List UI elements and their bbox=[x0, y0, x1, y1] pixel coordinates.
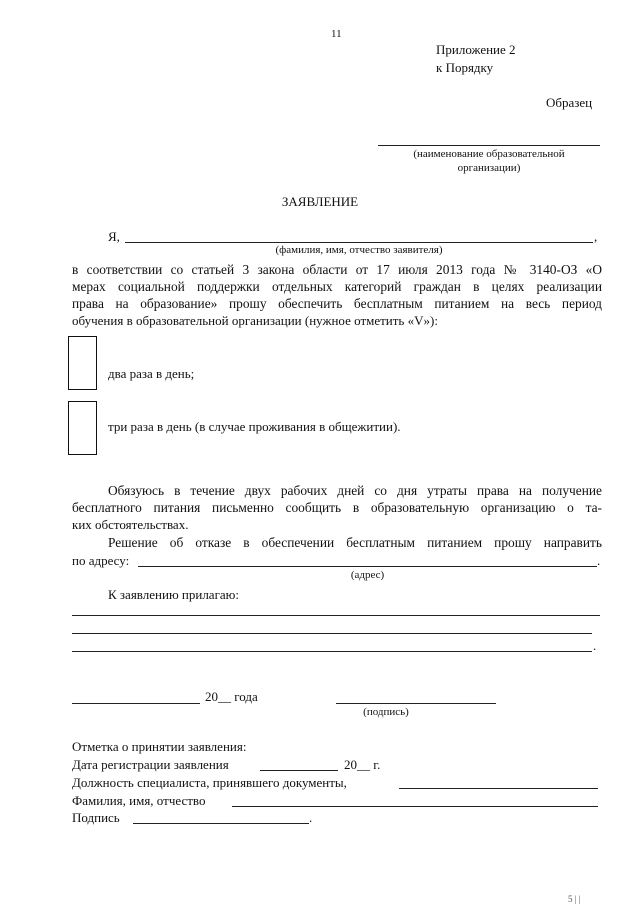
option-label-twice: два раза в день; bbox=[108, 366, 195, 381]
attachments-line-2 bbox=[72, 633, 592, 634]
attachments-end: . bbox=[593, 638, 597, 653]
appendix-label: Приложение 2 bbox=[436, 42, 516, 57]
attachments-line-3 bbox=[72, 651, 592, 652]
page-number: 11 bbox=[331, 28, 342, 40]
applicant-caption: (фамилия, имя, отчество заявителя) bbox=[275, 244, 443, 256]
receipt-title: Отметка о принятии заявления: bbox=[72, 739, 247, 754]
org-name-caption-2: организации) bbox=[457, 162, 521, 174]
signature-line bbox=[336, 703, 496, 704]
body-line-2: мерах социальной поддержки отдельных категорий граждан в целях реализации bbox=[72, 279, 602, 294]
body-line-1: в соответствии со статьей 3 закона области от 17 июля 2013 года № 3140-ОЗ «О bbox=[72, 262, 602, 277]
refusal-line-1: Решение об отказе в обеспечении бесплатным питанием прошу направить bbox=[108, 535, 602, 550]
name-label: Фамилия, имя, отчество bbox=[72, 793, 206, 808]
option-checkbox-twice[interactable] bbox=[68, 336, 97, 390]
body-line-4: обучения в образовательной организации (нужное отметить «V»): bbox=[72, 313, 438, 328]
date-year: 20__ года bbox=[205, 689, 258, 704]
receipt-signature-line bbox=[133, 823, 309, 824]
applicant-prefix: Я, bbox=[108, 229, 120, 244]
obligation-line-3: ких обстоятельствах. bbox=[72, 517, 189, 532]
address-line bbox=[138, 566, 597, 567]
body-line-3: права на образование» прошу обеспечить бесплатным питанием на весь период bbox=[72, 296, 602, 311]
option-checkbox-thrice[interactable] bbox=[68, 401, 97, 455]
reg-date-label: Дата регистрации заявления bbox=[72, 757, 229, 772]
document-title: ЗАЯВЛЕНИЕ bbox=[281, 194, 359, 209]
option-label-thrice: три раза в день (в случае проживания в общежитии). bbox=[108, 419, 401, 434]
attachments-label: К заявлению прилагаю: bbox=[108, 587, 240, 602]
name-line bbox=[232, 806, 598, 807]
footer-mark: 5 | | bbox=[568, 894, 581, 904]
signature-caption: (подпись) bbox=[363, 706, 409, 718]
address-caption: (адрес) bbox=[350, 569, 385, 581]
applicant-name-line bbox=[125, 242, 593, 243]
receipt-signature-end: . bbox=[309, 810, 313, 825]
address-suffix: . bbox=[597, 553, 601, 568]
reg-date-year: 20__ г. bbox=[344, 757, 381, 772]
obligation-line-2: бесплатного питания письменно сообщить в образовательную организацию о та- bbox=[72, 500, 602, 515]
date-line bbox=[72, 703, 200, 704]
org-name-caption-1: (наименование образовательной bbox=[413, 148, 565, 160]
attachments-line-1 bbox=[72, 615, 600, 616]
position-line bbox=[399, 788, 598, 789]
obligation-line-1: Обязуюсь в течение двух рабочих дней со дня утраты права на получение bbox=[108, 483, 602, 498]
order-label: к Порядку bbox=[436, 60, 494, 75]
position-label: Должность специалиста, принявшего документы, bbox=[72, 775, 347, 790]
address-prefix: по адресу: bbox=[72, 553, 130, 568]
reg-date-line bbox=[260, 770, 338, 771]
sample-label: Образец bbox=[546, 95, 593, 110]
receipt-signature-label: Подпись bbox=[72, 810, 120, 825]
applicant-suffix: , bbox=[594, 229, 598, 244]
org-name-line bbox=[378, 145, 600, 146]
